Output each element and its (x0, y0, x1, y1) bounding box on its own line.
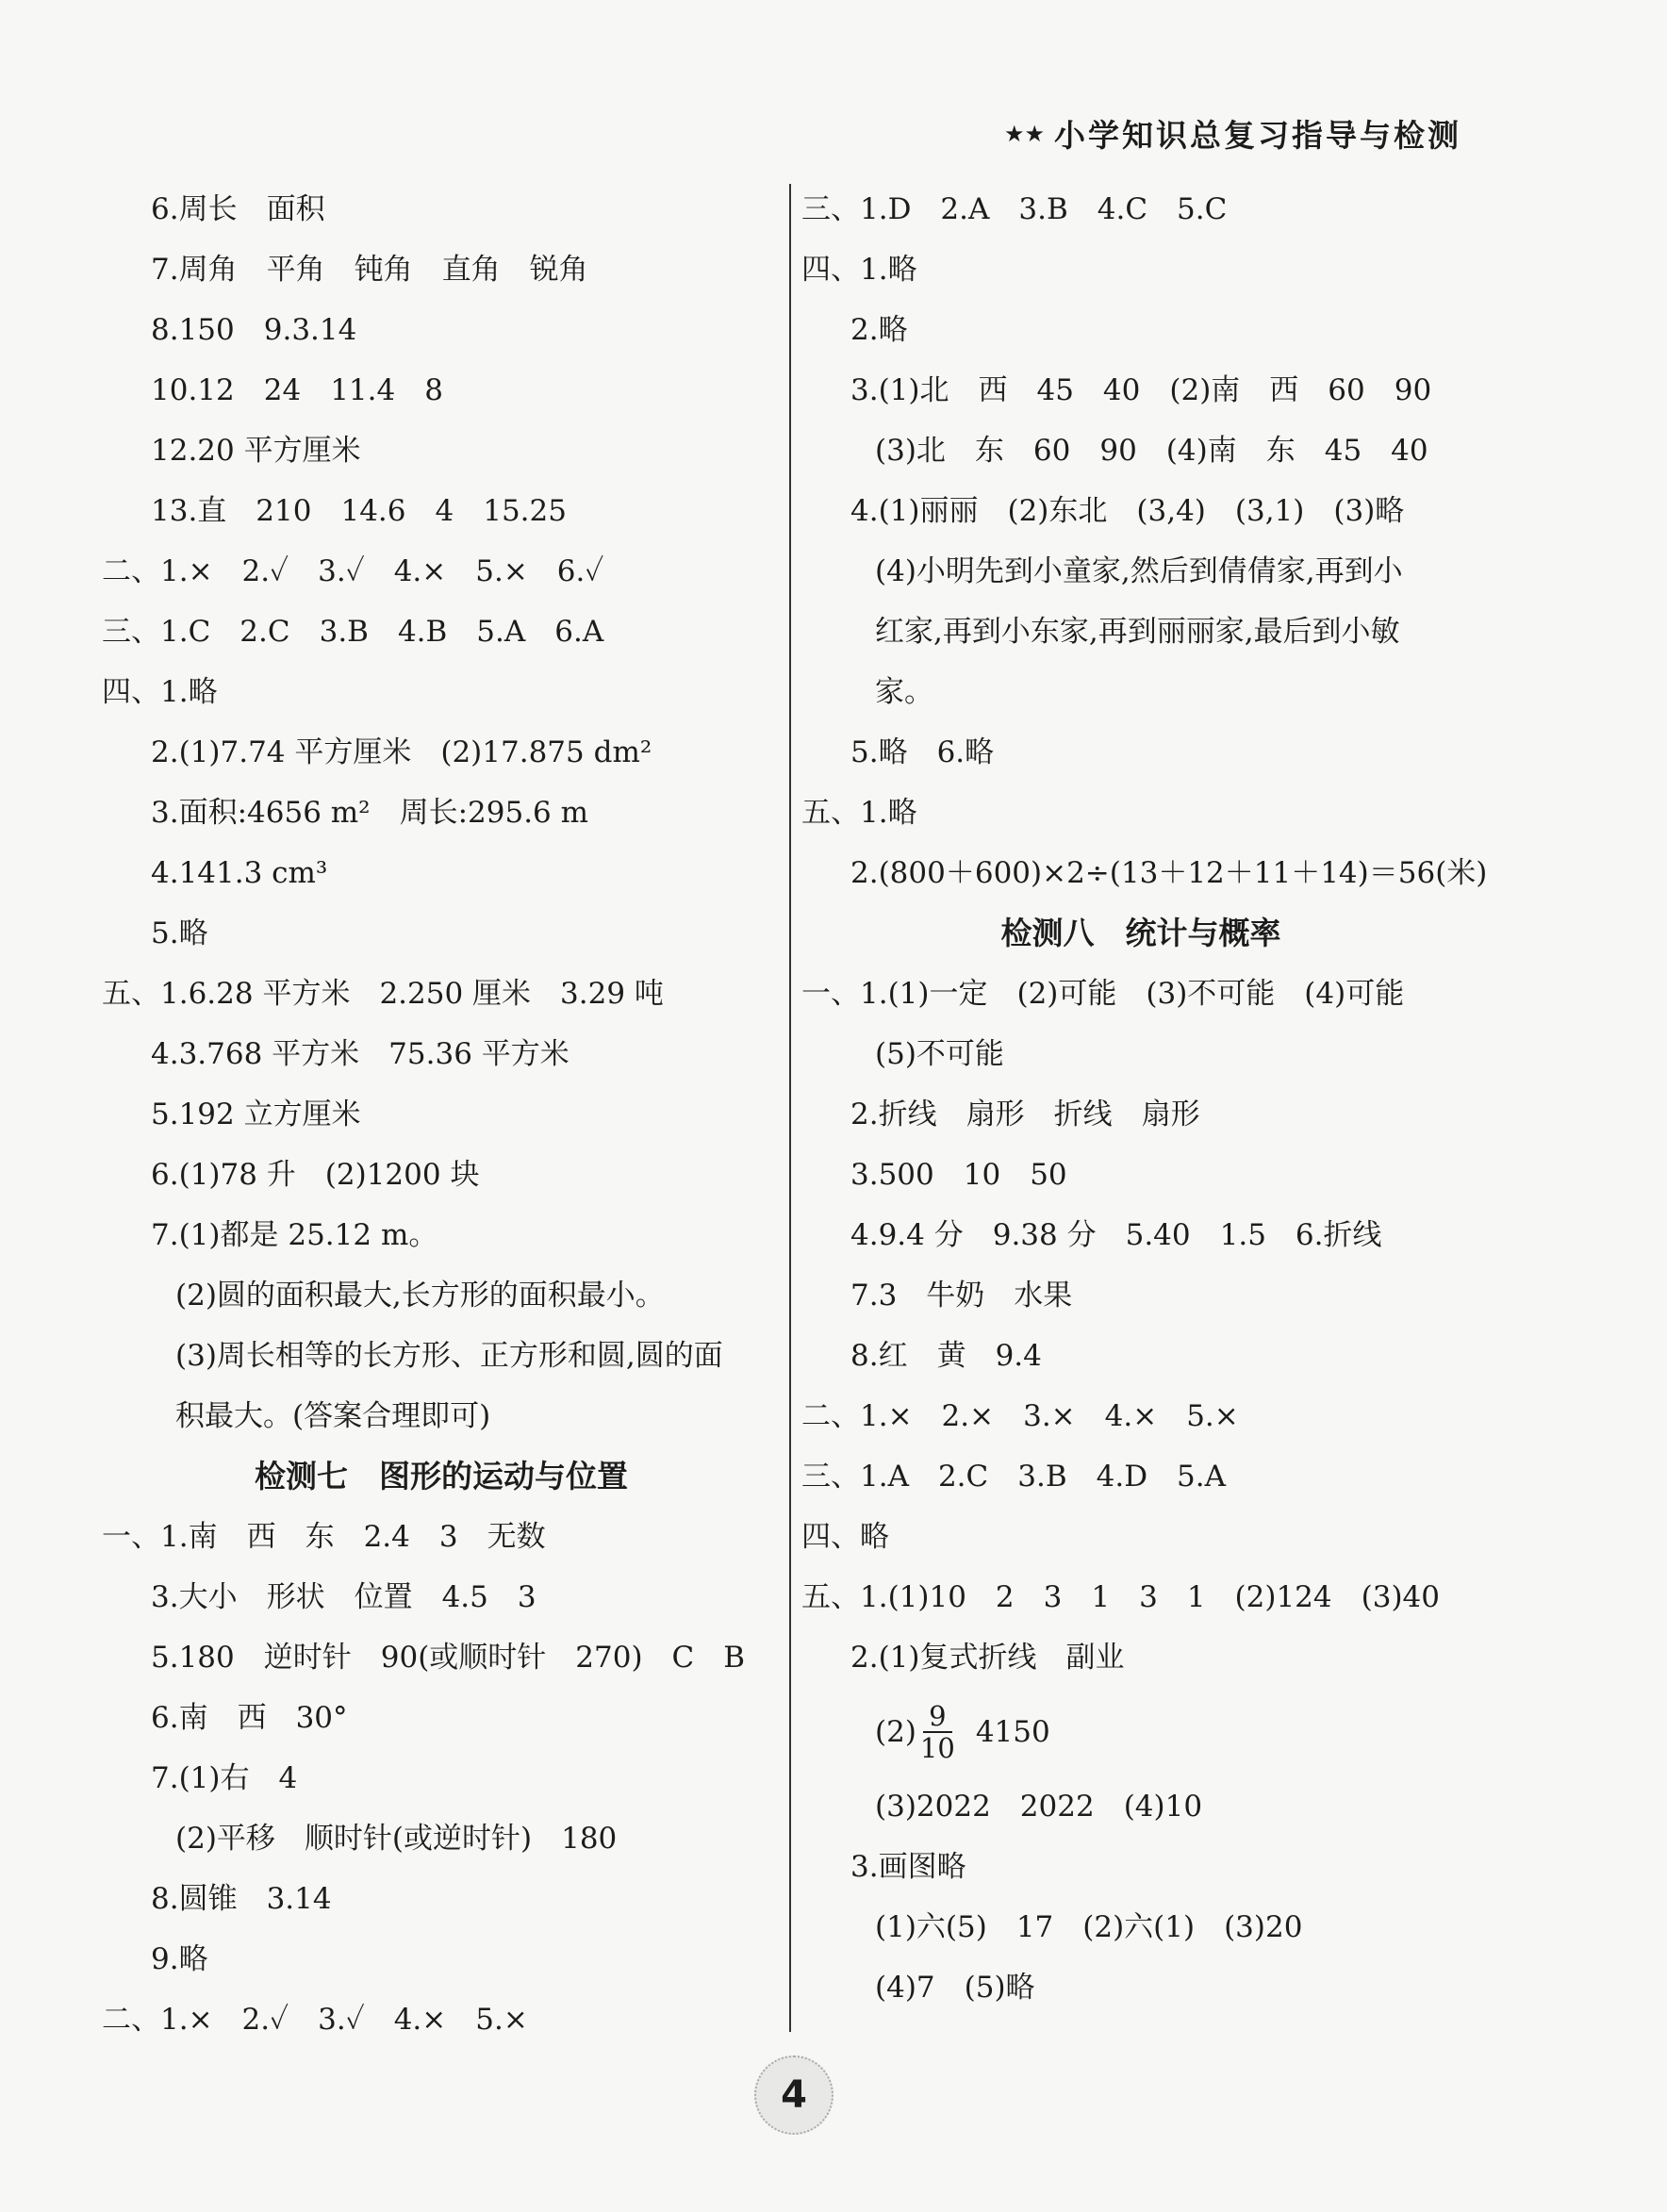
answer-line: 6.(1)78 升 (2)1200 块 (151, 1158, 480, 1192)
fraction-suffix: 4150 (975, 1715, 1050, 1749)
answer-line: (4)小明先到小童家,然后到倩倩家,再到小 (875, 554, 1403, 588)
answer-line: 五、1.略 (801, 796, 917, 830)
answer-line: 2.(1)7.74 平方厘米 (2)17.875 dm² (151, 735, 652, 769)
answer-line: 红家,再到小东家,再到丽丽家,最后到小敏 (875, 615, 1400, 649)
answer-line: (2)圆的面积最大,长方形的面积最小。 (175, 1279, 665, 1312)
star-icon: ★★ (1003, 120, 1045, 147)
answer-line: 3.画图略 (850, 1850, 966, 1884)
answer-line: 10.12 24 11.4 8 (151, 373, 443, 407)
answer-line: 8.圆锥 3.14 (151, 1882, 332, 1916)
answer-line: 三、1.D 2.A 3.B 4.C 5.C (801, 192, 1228, 226)
answer-line: 7.周角 平角 钝角 直角 锐角 (151, 253, 588, 287)
answer-line: 一、1.(1)一定 (2)可能 (3)不可能 (4)可能 (801, 977, 1405, 1011)
answer-line: 四、略 (801, 1520, 889, 1554)
answer-line: 13.直 210 14.6 4 15.25 (151, 494, 567, 528)
answer-line: 6.南 西 30° (151, 1701, 348, 1735)
right-column-lower (801, 1776, 1480, 2018)
fraction-answer-line (801, 1688, 1480, 1776)
fraction (920, 1701, 955, 1763)
answer-line: (3)周长相等的长方形、正方形和圆,圆的面 (175, 1339, 723, 1373)
fraction-numerator: 9 (923, 1701, 951, 1733)
answer-line: 7.3 牛奶 水果 (850, 1279, 1073, 1312)
answer-line: (5)不可能 (875, 1037, 1004, 1071)
answer-line: 3.面积:4656 m² 周长:295.6 m (151, 796, 589, 830)
answer-line: (3)北 东 60 90 (4)南 东 45 40 (875, 434, 1428, 468)
answer-line: (3)2022 2022 (4)10 (875, 1790, 1203, 1824)
fraction-prefix: (2) (875, 1715, 916, 1749)
section-heading: 检测八 统计与概率 (1000, 915, 1281, 951)
answer-line: 三、1.C 2.C 3.B 4.B 5.A 6.A (102, 615, 604, 649)
answer-line: 一、1.南 西 东 2.4 3 无数 (102, 1520, 546, 1554)
page-number: 4 (754, 2055, 834, 2135)
answer-line: 五、1.(1)10 2 3 1 3 1 (2)124 (3)40 (801, 1580, 1440, 1614)
answer-line: 8.150 9.3.14 (151, 313, 357, 347)
answer-line: 三、1.A 2.C 3.B 4.D 5.A (801, 1460, 1227, 1494)
section-heading: 检测七 图形的运动与位置 (255, 1458, 628, 1494)
answer-line: 5.略 6.略 (850, 735, 995, 769)
answer-line: 9.略 (151, 1942, 208, 1976)
answer-line: (2)平移 顺时针(或逆时针) 180 (175, 1822, 618, 1856)
answer-line: 积最大。(答案合理即可) (175, 1399, 491, 1433)
answer-line: 4.(1)丽丽 (2)东北 (3,4) (3,1) (3)略 (850, 494, 1405, 528)
answer-line: 二、1.× 2.× 3.× 4.× 5.× (801, 1399, 1239, 1433)
answer-line: 3.500 10 50 (850, 1158, 1067, 1192)
answer-line: 3.(1)北 西 45 40 (2)南 西 60 90 (850, 373, 1432, 407)
answer-line: 2.(800＋600)×2÷(13＋12＋11＋14)＝56(米) (850, 856, 1488, 890)
answer-line: 四、1.略 (102, 675, 218, 709)
answer-line: 二、1.× 2.✓ 3.✓ 4.× 5.× (102, 2003, 528, 2037)
answer-line: 四、1.略 (801, 253, 917, 287)
right-column (801, 179, 1488, 2018)
page-header (1004, 111, 1461, 156)
answer-line: 7.(1)右 4 (151, 1761, 298, 1795)
answer-line: 5.192 立方厘米 (151, 1098, 361, 1131)
answer-line: 5.180 逆时针 90(或顺时针 270) C B (151, 1641, 746, 1675)
answer-line: (1)六(5) 17 (2)六(1) (3)20 (875, 1910, 1303, 1944)
book-title: 小学知识总复习指导与检测 (1054, 117, 1461, 154)
answer-line: 2.折线 扇形 折线 扇形 (850, 1098, 1200, 1131)
column-divider (789, 184, 791, 2032)
answer-line: 8.红 黄 9.4 (850, 1339, 1042, 1373)
left-column (102, 179, 781, 2050)
answer-line: (4)7 (5)略 (875, 1971, 1035, 2005)
right-column-upper (801, 179, 1488, 1688)
answer-line: 6.周长 面积 (151, 192, 325, 226)
answer-line: 4.141.3 cm³ (151, 856, 328, 890)
answer-line: 家。 (875, 675, 933, 709)
answer-line: 2.略 (850, 313, 908, 347)
answer-line: 五、1.6.28 平方米 2.250 厘米 3.29 吨 (102, 977, 664, 1011)
answer-line: 12.20 平方厘米 (151, 434, 361, 468)
answer-line: 3.大小 形状 位置 4.5 3 (151, 1580, 536, 1614)
answer-line: 二、1.× 2.✓ 3.✓ 4.× 5.× 6.✓ (102, 554, 604, 588)
answer-line: 4.9.4 分 9.38 分 5.40 1.5 6.折线 (850, 1218, 1382, 1252)
answer-line: 5.略 (151, 916, 208, 950)
answer-line: 7.(1)都是 25.12 m。 (151, 1218, 438, 1252)
fraction-denominator: 10 (919, 1732, 955, 1764)
answer-line: 4.3.768 平方米 75.36 平方米 (151, 1037, 569, 1071)
answer-line: 2.(1)复式折线 副业 (850, 1641, 1125, 1675)
